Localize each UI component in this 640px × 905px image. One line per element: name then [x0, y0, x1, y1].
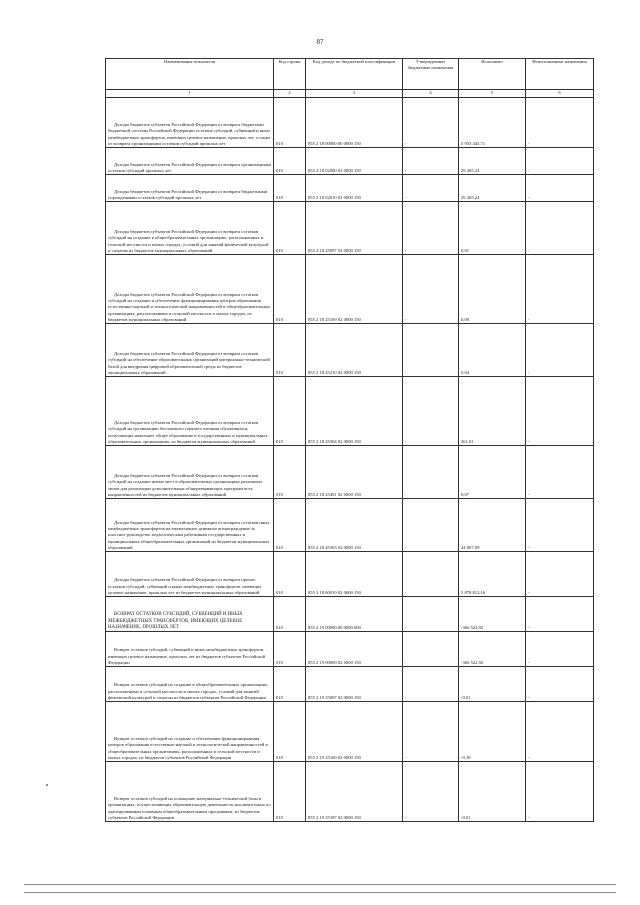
approved-amount: - — [403, 175, 459, 202]
approved-amount: - — [403, 98, 459, 148]
table-row — [106, 499, 594, 552]
executed-amount: 0,04 — [459, 324, 526, 377]
footer-rule — [24, 884, 616, 885]
executed-amount: -366 522,92 — [459, 632, 526, 667]
approved-amount: - — [403, 202, 459, 255]
line-code: 010 — [274, 377, 306, 446]
approved-amount: - — [403, 499, 459, 552]
executed-amount: 5 953 445,71 — [459, 98, 526, 148]
table-row — [106, 762, 594, 822]
budget-classification-code: 855 2 19 25187 02 0000 150 — [306, 762, 403, 822]
table-row — [106, 597, 594, 632]
column-number: 6 — [526, 90, 594, 98]
budget-classification-code: 855 2 18 25169 02 0000 150 — [306, 255, 403, 324]
budget-classification-code: 855 2 18 02000 02 0000 150 — [306, 148, 403, 175]
approved-amount: - — [403, 597, 459, 632]
line-code: 010 — [274, 702, 306, 762]
line-code: 010 — [274, 98, 306, 148]
column-header: Наименование показателя — [106, 59, 274, 90]
row-name: Доходы бюджетов субъектов Российской Федерации от возврата остатков иных межбюджетных трансфертов на ежемесячное денежное вознаграждение за классное руководство педагогическим работникам государственных и муниципальных общеобразовательных организаций из бюджетов муниципальных образований — [106, 499, 274, 552]
row-name: Доходы бюджетов субъектов Российской Федерации от возврата остатков субсидий на организацию бесплатного горячего питания обучающихся, получающих начальное общее образование в государственных и муниципальных образовательных организациях, из бюджетов муниципальных образований — [106, 377, 274, 446]
table-row — [106, 255, 594, 324]
row-name: Возврат остатков субсидий, субвенций и иных межбюджетных трансфертов, имеющих целевое назначение, прошлых лет из бюджетов субъектов Российской Федерации — [106, 632, 274, 667]
table-row — [106, 446, 594, 499]
executed-amount: -366 522,92 — [459, 597, 526, 632]
executed-amount: 0,00 — [459, 255, 526, 324]
row-name: Доходы бюджетов субъектов Российской Федерации от возврата остатков субсидий на создание новых мест в образовательных организациях различных типов для реализации дополнительных общеразвивающих программ всех направленностей из бюджетов муниципальных образований — [106, 446, 274, 499]
line-code: 010 — [274, 667, 306, 702]
approved-amount: - — [403, 446, 459, 499]
table-row — [106, 98, 594, 148]
line-code: 010 — [274, 762, 306, 822]
executed-amount: -0,18 — [459, 702, 526, 762]
unexecuted-amount: - — [526, 762, 594, 822]
approved-amount: - — [403, 632, 459, 667]
row-name: Доходы бюджетов субъектов Российской Федерации от возврата бюджетами бюджетной системы Российской Федерации остатков субсидий, субвенций и иных межбюджетных трансфертов, имеющих целевое назначение, прошлых лет, а также от возврата организациями остатков субсидий прошлых лет — [106, 98, 274, 148]
table-row — [106, 202, 594, 255]
table-row — [106, 702, 594, 762]
unexecuted-amount: - — [526, 552, 594, 597]
table-row — [106, 148, 594, 175]
row-name: Доходы бюджетов субъектов Российской Федерации от возврата бюджетными учреждениями остатков субсидий прошлых лет — [106, 175, 274, 202]
row-name: Возврат остатков субсидий на создание и обеспечение функционирования центров образования естественно-научной и технологической направленностей в общеобразовательных организациях, расположенных в сельской местности и малых городах, из бюджетов субъектов Российской Федерации — [106, 702, 274, 762]
budget-classification-code: 855 2 18 02010 02 0000 150 — [306, 175, 403, 202]
approved-amount: - — [403, 667, 459, 702]
approved-amount: - — [403, 552, 459, 597]
approved-amount: - — [403, 148, 459, 175]
row-name: Доходы бюджетов субъектов Российской Федерации от возврата остатков субсидий на создание в общеобразовательных организациях, расположенных в сельской местности и малых городах, условий для занятий физической культурой и спортом из бюджетов муниципальных образований — [106, 202, 274, 255]
scan-mark — [46, 784, 48, 786]
unexecuted-amount: - — [526, 632, 594, 667]
unexecuted-amount: - — [526, 377, 594, 446]
approved-amount: - — [403, 324, 459, 377]
budget-classification-code: 855 2 18 25097 02 0000 150 — [306, 202, 403, 255]
budget-classification-code: 855 2 18 60010 02 0000 150 — [306, 552, 403, 597]
approved-amount: - — [403, 702, 459, 762]
budget-classification-code: 855 2 18 45303 02 0000 150 — [306, 499, 403, 552]
unexecuted-amount: - — [526, 148, 594, 175]
line-code: 010 — [274, 632, 306, 667]
line-code: 010 — [274, 202, 306, 255]
budget-classification-code: 855 2 18 25491 02 0000 150 — [306, 446, 403, 499]
budget-classification-code: 855 2 19 00000 02 0000 150 — [306, 632, 403, 667]
footer-rule — [24, 892, 616, 893]
table-row — [106, 175, 594, 202]
executed-amount: 29 265,24 — [459, 175, 526, 202]
executed-amount: 29 265,24 — [459, 148, 526, 175]
table-body — [106, 98, 594, 822]
column-number: 2 — [274, 90, 306, 98]
budget-classification-code: 855 2 19 25169 02 0000 150 — [306, 702, 403, 762]
line-code: 010 — [274, 324, 306, 377]
line-code: 010 — [274, 552, 306, 597]
table-row — [106, 667, 594, 702]
column-header: Неисполненные назначения — [526, 59, 594, 90]
executed-amount: -0,01 — [459, 762, 526, 822]
column-number-row — [106, 90, 594, 98]
budget-classification-code: 855 2 18 00000 00 0000 150 — [306, 98, 403, 148]
row-name: Доходы бюджетов субъектов Российской Федерации от возврата остатков субсидий на создание и обеспечение функционирования центров образования естественно-научной и технологической направленностей в общеобразовательных организациях, расположенных в сельской местности и малых городах, из бюджетов муниципальных образований — [106, 255, 274, 324]
line-code: 010 — [274, 597, 306, 632]
line-code: 010 — [274, 499, 306, 552]
table-row — [106, 377, 594, 446]
unexecuted-amount: - — [526, 175, 594, 202]
unexecuted-amount: - — [526, 499, 594, 552]
executed-amount: -0,01 — [459, 667, 526, 702]
executed-amount: 5 878 812,16 — [459, 552, 526, 597]
row-name: Возврат остатков субсидий на оснащение материально-технической базы в организациях, осуществляющих образовательную деятельность исключительно по адаптированным основным общеобразовательным программам, из бюджетов субъектов Российской Федерации — [106, 762, 274, 822]
approved-amount: - — [403, 377, 459, 446]
approved-amount: - — [403, 255, 459, 324]
executed-amount: 0,07 — [459, 446, 526, 499]
row-name: Доходы бюджетов субъектов Российской Федерации от возврата прочих остатков субсидий, субвенций и иных межбюджетных трансфертов, имеющих целевое назначение, прошлых лет из бюджетов муниципальных образований — [106, 552, 274, 597]
unexecuted-amount: - — [526, 255, 594, 324]
table-row — [106, 552, 594, 597]
row-name: Доходы бюджетов субъектов Российской Федерации от возврата организациями остатков субсидий прошлых лет — [106, 148, 274, 175]
column-header: Код строки — [274, 59, 306, 90]
line-code: 010 — [274, 255, 306, 324]
budget-classification-code: 855 2 18 25210 02 0000 150 — [306, 324, 403, 377]
unexecuted-amount: - — [526, 597, 594, 632]
column-number: 1 — [106, 90, 274, 98]
executed-amount: 361,01 — [459, 377, 526, 446]
executed-amount: 44 807,09 — [459, 499, 526, 552]
approved-amount: - — [403, 762, 459, 822]
column-number: 4 — [403, 90, 459, 98]
line-code: 010 — [274, 446, 306, 499]
table-row — [106, 632, 594, 667]
budget-classification-code: 855 2 19 25097 02 0000 150 — [306, 667, 403, 702]
executed-amount: 0,01 — [459, 202, 526, 255]
unexecuted-amount: - — [526, 446, 594, 499]
unexecuted-amount: - — [526, 702, 594, 762]
row-name: Возврат остатков субсидий на создание в общеобразовательных организациях, расположенных в сельской местности и малых городах, условий для занятий физической культурой и спортом из бюджетов субъектов Российской Федерации — [106, 667, 274, 702]
line-code: 010 — [274, 148, 306, 175]
budget-classification-code: 855 2 18 25304 02 0000 150 — [306, 377, 403, 446]
column-header: Утвержденные бюджетные назначения — [403, 59, 459, 90]
column-number: 3 — [306, 90, 403, 98]
page-number: 87 — [316, 38, 324, 46]
line-code: 010 — [274, 175, 306, 202]
column-header: Исполнено — [459, 59, 526, 90]
unexecuted-amount: - — [526, 667, 594, 702]
unexecuted-amount: - — [526, 98, 594, 148]
budget-report-table — [105, 58, 594, 822]
column-number: 5 — [459, 90, 526, 98]
column-header: Код дохода по бюджетной классификации — [306, 59, 403, 90]
budget-classification-code: 855 2 19 00000 00 0000 000 — [306, 597, 403, 632]
row-name: ВОЗВРАТ ОСТАТКОВ СУБСИДИЙ, СУБВЕНЦИЙ И ИНЫХ МЕЖБЮДЖЕТНЫХ ТРАНСФЕРТОВ, ИМЕЮЩИХ ЦЕЛЕВОЕ НАЗНАЧЕНИЕ, ПРОШЛЫХ ЛЕТ — [106, 597, 274, 632]
row-name: Доходы бюджетов субъектов Российской Федерации от возврата остатков субсидий на обеспечение образовательных организаций материально-технической базой для внедрения цифровой образовательной среды из бюджетов муниципальных образований — [106, 324, 274, 377]
unexecuted-amount: - — [526, 324, 594, 377]
table-row — [106, 324, 594, 377]
unexecuted-amount: - — [526, 202, 594, 255]
table-header-row — [106, 59, 594, 90]
